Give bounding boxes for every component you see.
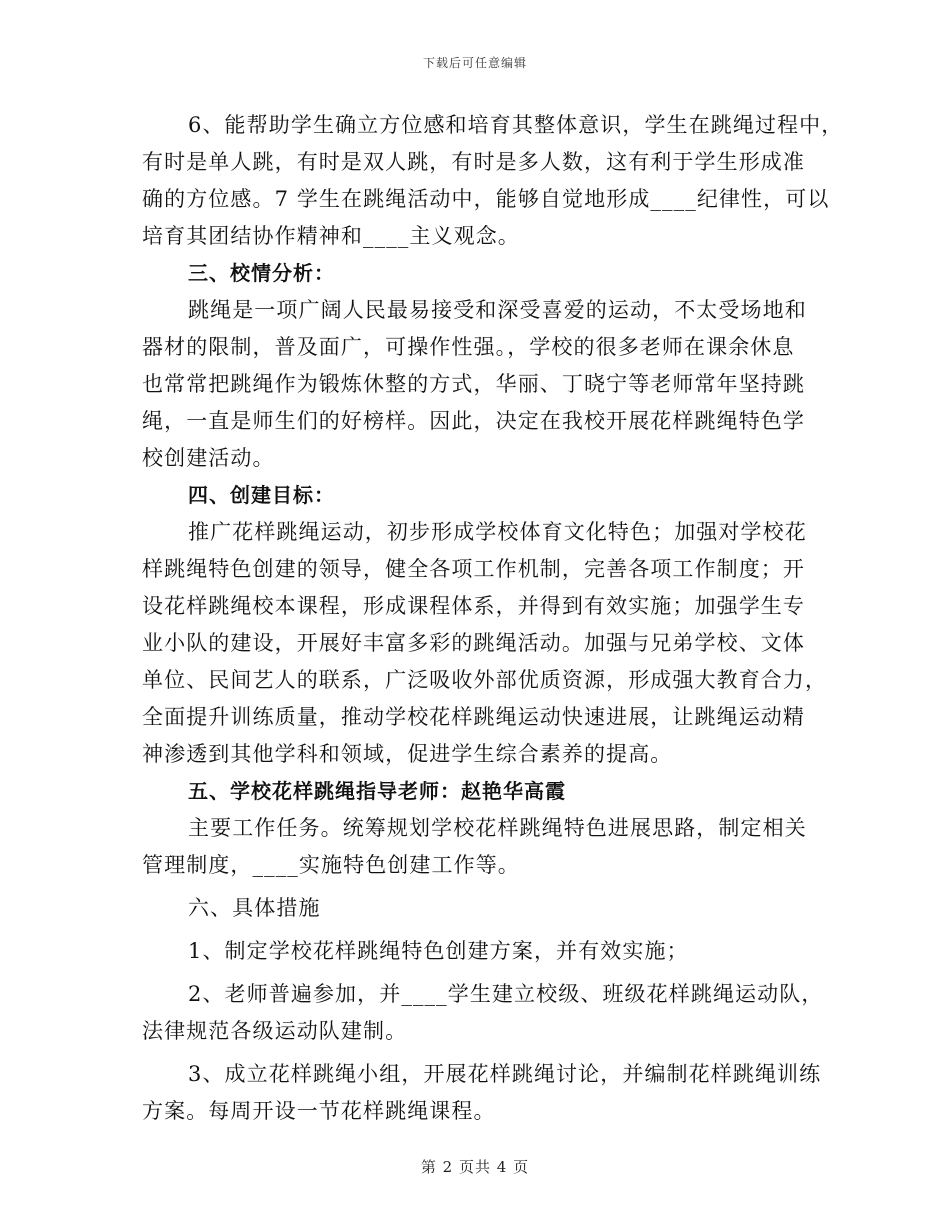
text-line: 管理制度，____实施特色创建工作等。 [142,853,520,877]
list-item: 1、制定学校花样跳绳特色创建方案，并有效实施； [188,939,689,963]
page-header: 下载后可任意编辑 [422,56,527,70]
section-heading: 四、创建目标： [188,483,335,507]
text-line: 有时是单人跳，有时是双人跳，有时是多人数，这有利于学生形成准 [142,150,805,174]
text-line: 培育其团结协作精神和____主义观念。 [142,224,520,248]
text-line: 单位、民间艺人的联系，广泛吸收外部优质资源，形成强大教育合力， [142,668,828,692]
list-item: 3、成立花样跳绳小组，开展花样跳绳讨论，并编制花样跳绳训练 [188,1062,822,1086]
text-line: 神渗透到其他学科和领域，促进学生综合素养的提高。 [142,742,673,766]
text-line: 全面提升训练质量，推动学校花样跳绳运动快速进展，让跳绳运动精 [142,705,805,729]
section-heading: 六、具体措施 [188,896,321,920]
text-line: 器材的限制，普及面广，可操作性强。，学校的很多老师在课余休息 [142,335,795,359]
text-line: 方案。每周开设一节花样跳绳课程。 [142,1099,496,1123]
text-line: 绳，一直是师生们的好榜样。因此，决定在我校开展花样跳绳特色学 [142,409,805,433]
text-line: 法律规范各级运动队建制。 [142,1019,408,1043]
text-line: 样跳绳特色创建的领导，健全各项工作机制，完善各项工作制度；开 [142,557,805,581]
text-line: 也常常把跳绳作为锻炼休整的方式，华丽、丁晓宁等老师常年坚持跳 [142,372,805,396]
section-heading: 五、学校花样跳绳指导老师：赵艳华高霞 [188,779,566,803]
text-line: 6、能帮助学生确立方位感和培育其整体意识，学生在跳绳过程中， [188,113,844,137]
document-body [142,107,844,1130]
text-line: 校创建活动。 [142,446,275,470]
list-item: 2、老师普遍参加，并____学生建立校级、班级花样跳绳运动队， [188,982,824,1006]
section-heading: 三、校情分析： [188,261,335,285]
text-line: 推广花样跳绳运动，初步形成学校体育文化特色；加强对学校花 [188,520,807,544]
text-line: 主要工作任务。统筹规划学校花样跳绳特色进展思路，制定相关 [188,816,807,840]
text-line: 业小队的建设，开展好丰富多彩的跳绳活动。加强与兄弟学校、文体 [142,631,805,655]
text-line: 跳绳是一项广阔人民最易接受和深受喜爱的运动，不太受场地和 [188,298,807,322]
page-footer: 第 2 页共 4 页 [420,1158,530,1176]
text-line: 设花样跳绳校本课程，形成课程体系，并得到有效实施；加强学生专 [142,594,805,618]
text-line: 确的方位感。7 学生在跳绳活动中，能够自觉地形成____纪律性，可以 [142,187,830,211]
